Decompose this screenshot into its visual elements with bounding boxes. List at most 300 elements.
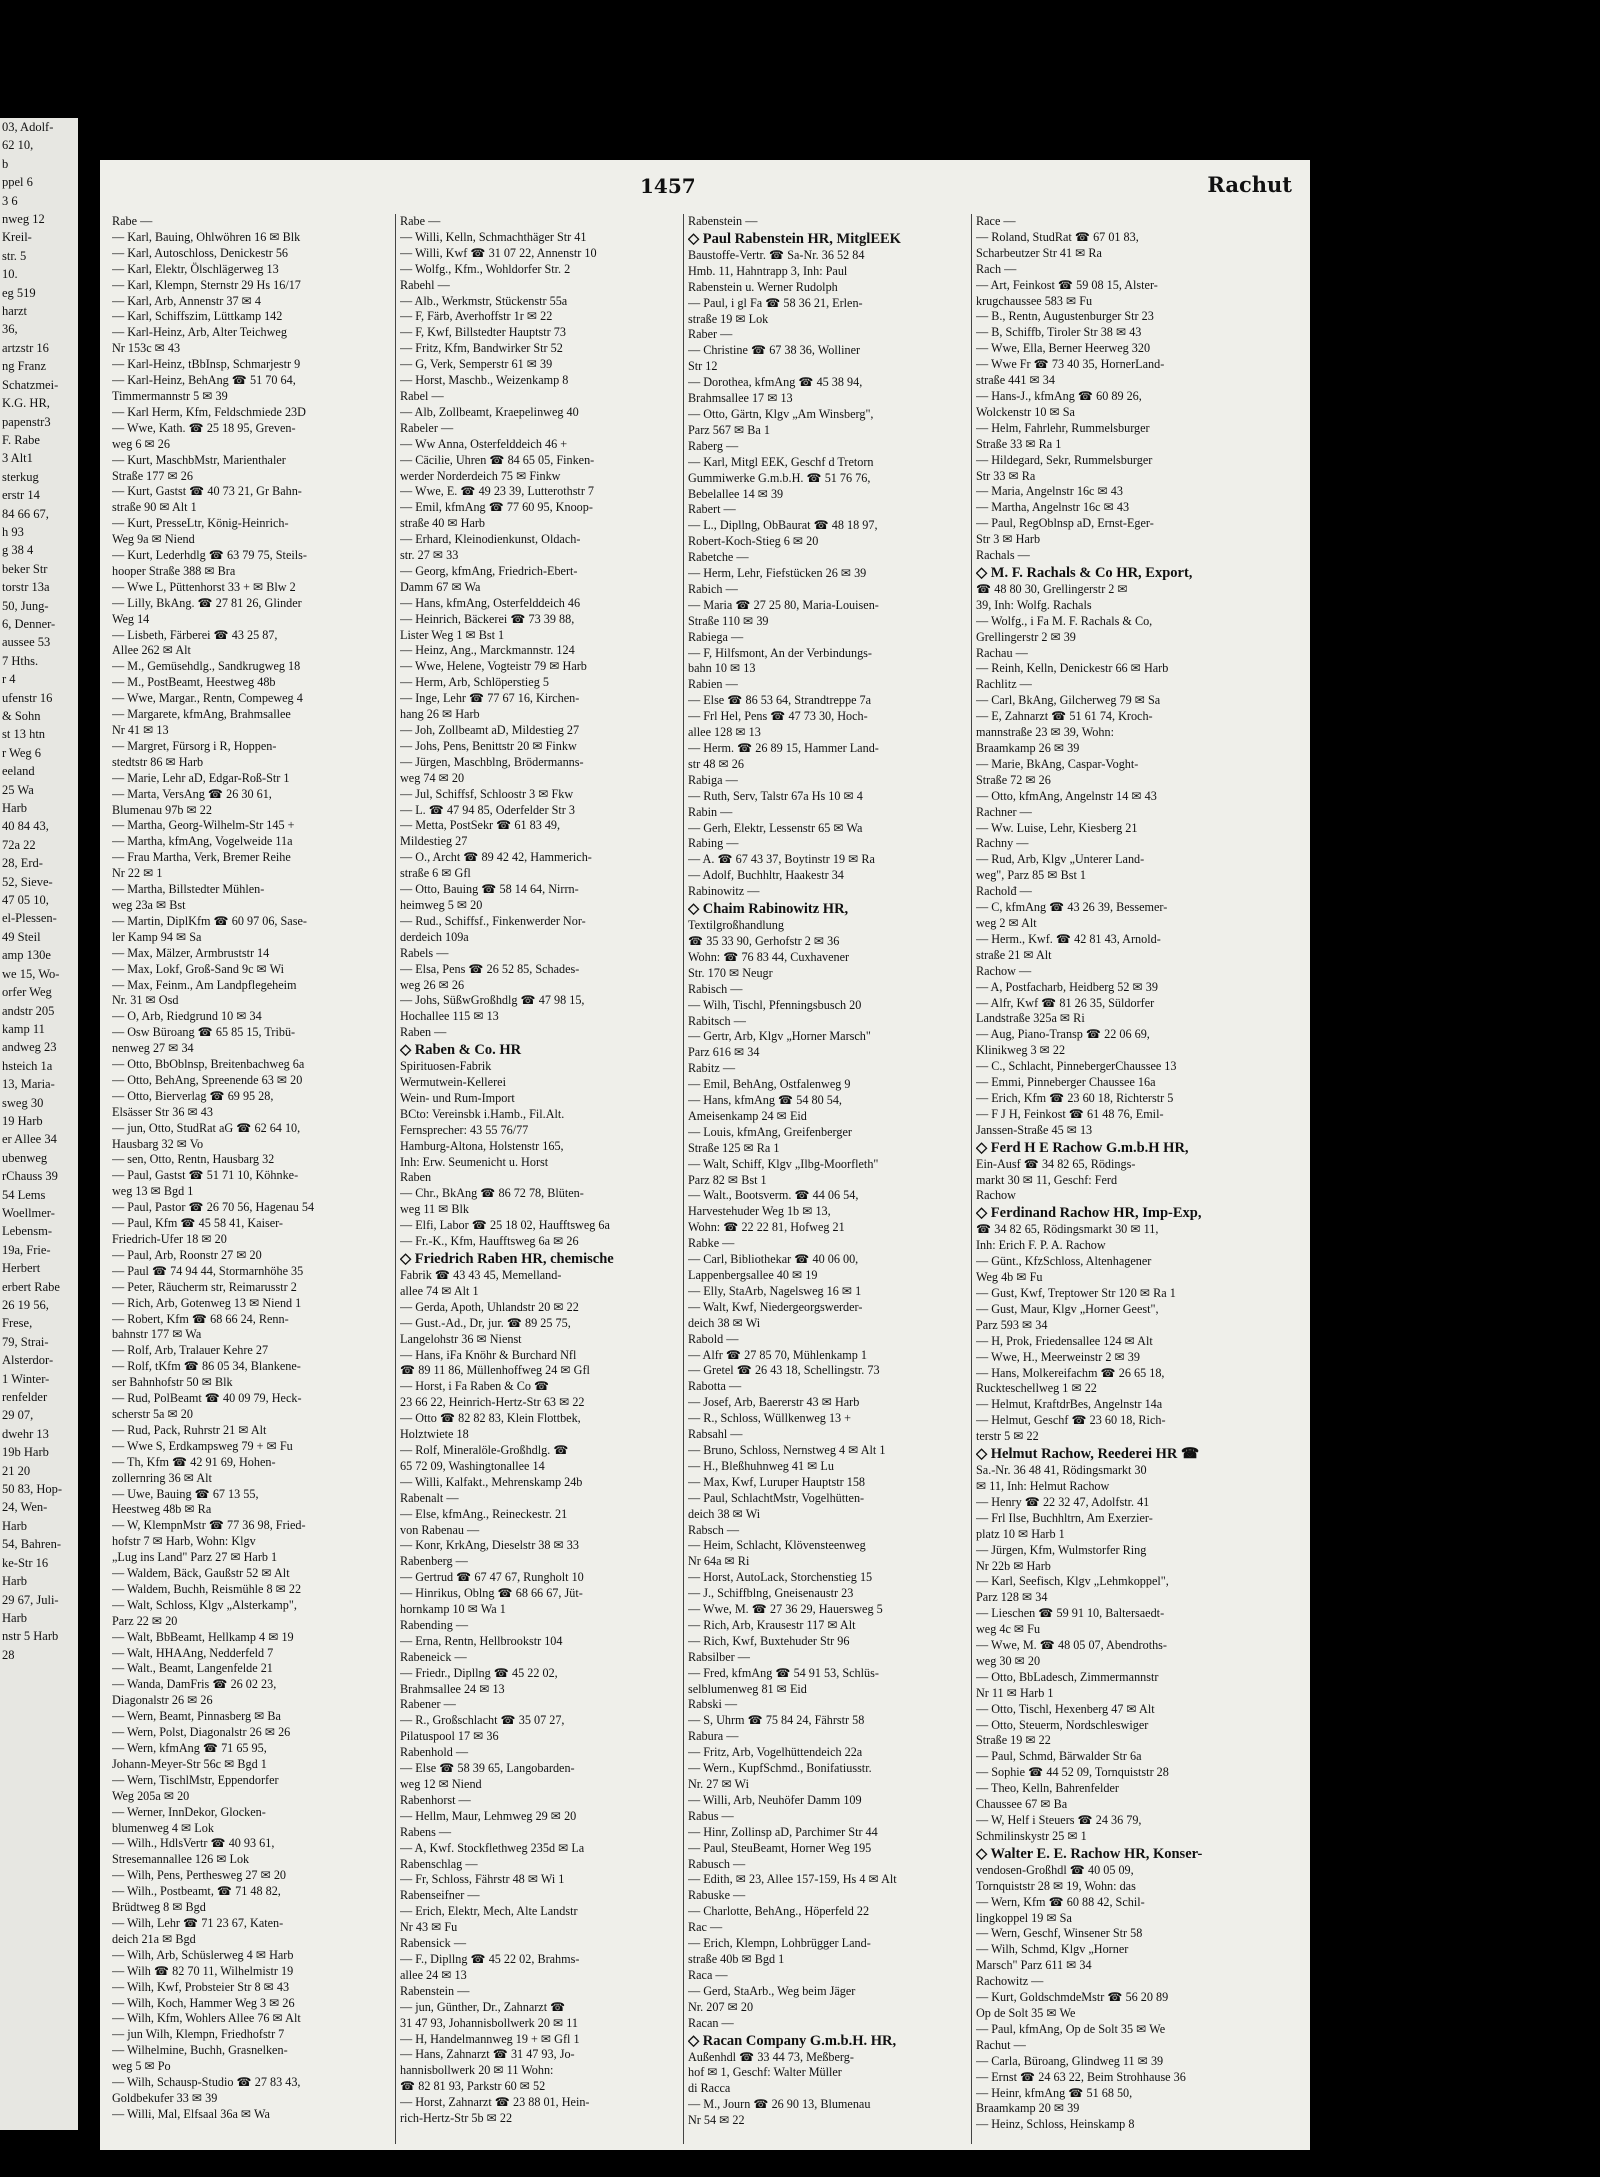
directory-entry: — Elfi, Labor ☎ 25 18 02, Haufftsweg 6a — [400, 1218, 610, 1233]
directory-entry: weg 12 ✉ Niend — [400, 1777, 482, 1791]
directory-entry: — Wern, Kfm ☎ 60 88 42, Schil- — [976, 1894, 1145, 1909]
directory-entry: — Lisbeth, Färberei ☎ 43 25 87, — [112, 627, 278, 642]
facing-page-text: erstr 14 — [2, 488, 40, 503]
surname-heading: Rabe — — [400, 214, 441, 228]
directory-entry: Grellingerstr 2 ✉ 39 — [976, 629, 1076, 644]
directory-entry: — Paul, Kfm ☎ 45 58 41, Kaiser- — [112, 1216, 283, 1231]
directory-entry: Weg 14 — [112, 611, 150, 626]
directory-entry: selblumenweg 81 ✉ Eid — [688, 1681, 807, 1696]
directory-entry: — Max, Mälzer, Armbruststr 14 — [112, 945, 270, 960]
surname-heading: Rabski — — [688, 1697, 738, 1712]
directory-entry: — Carl, Bibliothekar ☎ 40 06 00, — [688, 1252, 859, 1267]
directory-entry: Schmilinskystr 25 ✉ 1 — [976, 1828, 1087, 1843]
surname-heading: Rachals — — [976, 548, 1030, 563]
directory-entry: — Robert, Kfm ☎ 68 66 24, Renn- — [112, 1311, 289, 1326]
directory-entry: — Martha, Georg-Wilhelm-Str 145 + — [112, 818, 295, 833]
directory-entry: — Heinr, kfmAng ☎ 51 68 50, — [976, 2085, 1133, 2100]
directory-entry: Allee 262 ✉ Alt — [112, 643, 191, 658]
directory-entry: bahn 10 ✉ 13 — [688, 661, 756, 676]
directory-entry: Harvestehuder Weg 1b ✉ 13, — [688, 1204, 831, 1219]
directory-entry: — Otto, Tischl, Hexenberg 47 ✉ Alt — [976, 1701, 1155, 1716]
directory-entry: ◇ Chaim Rabinowitz HR, — [688, 901, 849, 918]
directory-entry: — Else ☎ 58 39 65, Langobarden- — [400, 1761, 575, 1776]
directory-entry: markt 30 ✉ 11, Geschf: Ferd — [976, 1172, 1118, 1187]
directory-entry: — Walt, Kwf, Niedergeorgswerder- — [688, 1299, 863, 1314]
facing-page-text: 50 83, Hop- — [2, 1482, 63, 1497]
directory-entry: — Marta, VersAng ☎ 26 30 61, — [112, 786, 272, 801]
directory-entry: Inh: Erw. Seumenicht u. Horst — [400, 1154, 549, 1169]
directory-entry: allee 128 ✉ 13 — [688, 725, 761, 740]
directory-entry: Timmermannstr 5 ✉ 39 — [112, 388, 228, 403]
facing-page-text: we 15, Wo- — [2, 966, 60, 981]
surname-heading: Rabotta — — [688, 1379, 742, 1394]
facing-page-text: 36, — [2, 322, 18, 337]
directory-entry: — M., PostBeamt, Heestweg 48b — [112, 675, 276, 690]
directory-entry: — Wern., KupfSchmd., Bonifatiusstr. — [688, 1761, 872, 1776]
directory-entry: — Wilh ☎ 82 70 11, Wilhelmistr 19 — [112, 1963, 294, 1978]
directory-entry: — F., Dipllng ☎ 45 22 02, Brahms- — [400, 1951, 580, 1966]
facing-page-text: Lebensm- — [2, 1224, 52, 1239]
directory-entry: — Paul, kfmAng, Op de Solt 35 ✉ We — [976, 2021, 1166, 2036]
directory-entry: weg 11 ✉ Blk — [400, 1202, 470, 1217]
directory-entry: Str. 170 ✉ Neugr — [688, 965, 773, 980]
directory-entry: — Wern, TischlMstr, Eppendorfer — [112, 1772, 279, 1787]
facing-page-text: kamp 11 — [2, 1021, 45, 1036]
facing-page-text: dwehr 13 — [2, 1426, 49, 1441]
directory-entry: ler Kamp 94 ✉ Sa — [112, 929, 202, 944]
facing-page-text: er Allee 34 — [2, 1132, 57, 1147]
directory-entry: ☎ 82 81 93, Parkstr 60 ✉ 52 — [400, 2079, 546, 2094]
directory-entry: vendosen-Großhdl ☎ 40 05 09, — [976, 1862, 1134, 1877]
surname-heading: Rabeler — — [400, 420, 454, 435]
directory-entry: — M., Journ ☎ 26 90 13, Blumenau — [688, 2097, 871, 2112]
directory-entry: — C, kfmAng ☎ 43 26 39, Bessemer- — [976, 900, 1168, 915]
facing-page-text: & Sohn — [2, 709, 41, 723]
surname-heading: Rabensick — — [400, 1936, 467, 1951]
directory-entry: Weg 4b ✉ Fu — [976, 1270, 1043, 1285]
directory-entry: — Walt, HHAAng, Nedderfeld 7 — [112, 1645, 274, 1660]
directory-entry: — Wwe, E. ☎ 49 23 39, Lutterothstr 7 — [400, 484, 595, 499]
directory-entry: weg 30 ✉ 20 — [976, 1653, 1041, 1668]
facing-page-text: artzstr 16 — [2, 340, 49, 355]
directory-entry: Goldbekufer 33 ✉ 39 — [112, 2090, 218, 2105]
directory-entry: ◇ Raben & Co. HR — [400, 1042, 522, 1059]
directory-entry: — Alb, Zollbeamt, Kraepelinweg 40 — [400, 404, 579, 419]
directory-entry: Brahmsallee 24 ✉ 13 — [400, 1681, 505, 1696]
directory-entry: — Alfr, Kwf ☎ 81 26 35, Süldorfer — [976, 995, 1155, 1010]
directory-entry: lingkoppel 19 ✉ Sa — [976, 1910, 1072, 1925]
directory-entry: — H, Prok, Friedensallee 124 ✉ Alt — [976, 1333, 1153, 1348]
directory-entry: Weg 9a ✉ Niend — [112, 532, 195, 547]
directory-entry: — H, Handelmannweg 19 + ✉ Gfl 1 — [400, 2031, 580, 2046]
directory-entry: — Paul, Pastor ☎ 26 70 56, Hagenau 54 — [112, 1200, 315, 1215]
directory-entry: — Karl Herm, Kfm, Feldschmiede 23D — [112, 404, 306, 419]
directory-entry: stedtstr 86 ✉ Harb — [112, 754, 204, 769]
facing-page-text: 52, Sieve- — [2, 874, 53, 889]
directory-entry: — Edith, ✉ 23, Allee 157-159, Hs 4 ✉ Alt — [688, 1872, 897, 1887]
directory-entry: — Willi, Kelln, Schmachthäger Str 41 — [400, 229, 587, 244]
column-2 — [400, 214, 676, 2144]
facing-page-text: r Weg 6 — [2, 745, 42, 760]
directory-entry: ◇ Racan Company G.m.b.H. HR, — [688, 2032, 897, 2049]
directory-entry: — Fritz, Arb, Vogelhüttendeich 22a — [688, 1745, 863, 1760]
facing-page-text: h 93 — [2, 524, 24, 539]
surname-heading: Rabitz — — [688, 1061, 736, 1076]
directory-entry: — Alfr ☎ 27 85 70, Mühlenkamp 1 — [688, 1347, 868, 1362]
directory-entry: ✉ 11, Inh: Helmut Rachow — [976, 1478, 1110, 1493]
directory-entry: deich 38 ✉ Wi — [688, 1315, 761, 1330]
facing-page-text: 26 19 56, — [2, 1298, 49, 1312]
surname-heading: Rabenstein — — [688, 214, 758, 228]
page-number: 1457 — [640, 174, 696, 198]
directory-entry: Scharbeutzer Str 41 ✉ Ra — [976, 245, 1102, 260]
surname-heading: Rabiga — — [688, 772, 738, 787]
directory-entry: — Otto, Steuerm, Nordschleswiger — [976, 1717, 1149, 1732]
directory-entry: — Sophie ☎ 44 52 09, Tornquiststr 28 — [976, 1765, 1169, 1780]
directory-entry: hooper Straße 388 ✉ Bra — [112, 563, 236, 578]
directory-entry: — Hildegard, Sekr, Rummelsburger — [976, 452, 1153, 467]
facing-page-text: ufenstr 16 — [2, 690, 53, 705]
directory-entry: — A, Kwf. Stockflethweg 235d ✉ La — [400, 1840, 585, 1855]
directory-entry: — W, Helf i Steuers ☎ 24 36 79, — [976, 1813, 1142, 1827]
directory-entry: Str 3 ✉ Harb — [976, 532, 1041, 547]
facing-page-text: F. Rabe — [2, 432, 40, 447]
directory-entry: weg", Parz 85 ✉ Bst 1 — [976, 868, 1086, 883]
directory-entry: straße 21 ✉ Alt — [976, 947, 1052, 962]
directory-entry: weg 74 ✉ 20 — [400, 770, 465, 785]
directory-entry: — Karl, Klempn, Sternstr 29 Hs 16/17 — [112, 277, 301, 292]
surname-heading: Rachny — — [976, 836, 1029, 851]
directory-entry: straße 6 ✉ Gfl — [400, 866, 471, 881]
directory-entry: — Willi, Kalfakt., Mehrenskamp 24b — [400, 1474, 583, 1489]
directory-entry: — Carl, BkAng, Gilcherweg 79 ✉ Sa — [976, 693, 1161, 708]
facing-page-text: ke-Str 16 — [2, 1555, 49, 1570]
directory-entry: Rabenstein u. Werner Rudolph — [688, 279, 838, 294]
facing-page-text: 7 Hths. — [2, 653, 39, 668]
directory-entry: — Gerh, Elektr, Lessenstr 65 ✉ Wa — [688, 820, 863, 835]
directory-entry: Hmb. 11, Hahntrapp 3, Inh: Paul — [688, 263, 848, 278]
directory-entry: — Elly, StaArb, Nagelsweg 16 ✉ 1 — [688, 1283, 862, 1298]
directory-entry: — Frl Ilse, Buchhltrn, Am Exerzier- — [976, 1510, 1153, 1525]
directory-entry: Nr 64a ✉ Ri — [688, 1554, 750, 1569]
directory-entry: Straße 19 ✉ 22 — [976, 1733, 1051, 1748]
surname-heading: Rabsilber — — [688, 1649, 750, 1664]
directory-entry: platz 10 ✉ Harb 1 — [976, 1526, 1065, 1541]
directory-entry: — Hinrikus, Oblng ☎ 68 66 67, Jüt- — [400, 1586, 583, 1601]
directory-entry: — Gerd, StaArb., Weg beim Jäger — [688, 1983, 856, 1998]
facing-page-text: 28, Erd- — [2, 856, 43, 871]
directory-entry: — Wilhelmine, Buchh, Grasnelken- — [112, 2043, 288, 2058]
surname-heading: Raberg — — [688, 438, 739, 453]
directory-entry: ☎ 48 80 30, Grellingerstr 2 ✉ — [976, 581, 1128, 596]
directory-entry: Pilatuspool 17 ✉ 36 — [400, 1729, 499, 1744]
surname-heading: Rabenhorst — — [400, 1792, 471, 1807]
facing-page-text: Harb — [2, 801, 27, 816]
facing-page-text: aussee 53 — [2, 635, 51, 650]
directory-entry: Elsässer Str 36 ✉ 43 — [112, 1104, 213, 1119]
surname-heading: Rabke — — [688, 1236, 735, 1251]
directory-entry: — Wwe, H., Meerweinstr 2 ✉ 39 — [976, 1349, 1140, 1364]
directory-entry: — Walt, BbBeamt, Hellkamp 4 ✉ 19 — [112, 1629, 294, 1644]
directory-entry: ser Bahnhofstr 50 ✉ Blk — [112, 1375, 233, 1390]
directory-entry: Mildestieg 27 — [400, 834, 468, 849]
directory-entry: „Lug ins Land" Parz 27 ✉ Harb 1 — [112, 1550, 278, 1565]
directory-entry: — Hans, kfmAng, Osterfelddeich 46 — [400, 595, 581, 610]
surname-heading: Rabisch — — [688, 981, 743, 996]
directory-entry: — Th, Kfm ☎ 42 91 69, Hohen- — [112, 1454, 276, 1469]
directory-entry: Nr. 27 ✉ Wi — [688, 1777, 749, 1791]
directory-entry: — Konr, KrkAng, Dieselstr 38 ✉ 33 — [400, 1538, 579, 1553]
facing-page-text: el-Plessen- — [2, 911, 57, 926]
surname-heading: Rachowitz — — [976, 1974, 1044, 1989]
directory-entry: Friedrich-Ufer 18 ✉ 20 — [112, 1232, 227, 1246]
directory-entry: — Frau Martha, Verk, Bremer Reihe — [112, 850, 291, 865]
facing-page-text: Kreil- — [2, 230, 32, 245]
facing-page-text: 03, Adolf- — [2, 120, 54, 134]
directory-entry: Damm 67 ✉ Wa — [400, 579, 481, 594]
directory-entry: — Wilh, Tischl, Pfenningsbusch 20 — [688, 997, 862, 1012]
column-1 — [112, 214, 388, 2144]
surname-heading: Rabe — — [112, 214, 153, 228]
directory-entry: — L., Dipllng, ObBaurat ☎ 48 18 97, — [688, 518, 878, 533]
directory-entry: — A. ☎ 67 43 37, Boytinstr 19 ✉ Ra — [688, 852, 875, 867]
facing-page-text: erbert Rabe — [2, 1279, 60, 1294]
directory-entry: terstr 5 ✉ 22 — [976, 1429, 1039, 1444]
surname-heading: Rabiega — — [688, 629, 744, 644]
directory-entry: Hochallee 115 ✉ 13 — [400, 1009, 499, 1024]
facing-page-text: 49 Steil — [2, 929, 41, 944]
directory-entry: — Gretel ☎ 26 43 18, Schellingstr. 73 — [688, 1363, 880, 1378]
surname-heading: Rabold — — [688, 1331, 739, 1346]
directory-entry: rich-Hertz-Str 5b ✉ 22 — [400, 2111, 513, 2126]
directory-entry: — Kurt, MaschbMstr, Marienthaler — [112, 452, 286, 467]
directory-entry: Inh: Erich F. P. A. Rachow — [976, 1238, 1106, 1253]
directory-entry: 39, Inh: Wolfg. Rachals — [976, 597, 1092, 612]
directory-entry: — Kurt, PresseLtr, König-Heinrich- — [112, 516, 289, 531]
directory-entry: ◇ Paul Rabenstein HR, MitglEEK — [688, 230, 901, 247]
facing-page-text: Alsterdor- — [2, 1353, 54, 1368]
surname-heading: Rabenberg — — [400, 1554, 468, 1569]
directory-entry: — Wwe, Margar., Rentn, Compeweg 4 — [112, 691, 303, 706]
directory-entry: — Joh, Zollbeamt aD, Mildestieg 27 — [400, 723, 580, 737]
directory-entry: — Helmut, Geschf ☎ 23 60 18, Rich- — [976, 1413, 1166, 1428]
directory-entry: — Hellm, Maur, Lehmweg 29 ✉ 20 — [400, 1808, 577, 1823]
facing-page-text: beker Str — [2, 561, 48, 576]
directory-entry: weg 4c ✉ Fu — [976, 1622, 1041, 1637]
facing-page-text: renfelder — [2, 1390, 48, 1405]
directory-entry: Bebelallee 14 ✉ 39 — [688, 486, 784, 501]
directory-entry: Außenhdl ☎ 33 44 73, Meßberg- — [688, 2049, 854, 2064]
directory-entry: — Walt, Schiff, Klgv „Ilbg-Moorfleth" — [688, 1156, 879, 1171]
directory-entry: — Erich, Klempn, Lohbrügger Land- — [688, 1936, 871, 1951]
surname-heading: Raben — — [400, 1025, 447, 1040]
directory-entry: — Margarete, kfmAng, Brahmsallee — [112, 707, 291, 722]
directory-entry: Holztwiete 18 — [400, 1427, 469, 1442]
directory-entry: — Wern, Geschf, Winsener Str 58 — [976, 1926, 1143, 1941]
directory-entry: — Marie, BkAng, Caspar-Voght- — [976, 756, 1139, 771]
directory-entry: Weg 205a ✉ 20 — [112, 1788, 190, 1803]
directory-entry: — Willi, Mal, Elfsaal 36a ✉ Wa — [112, 2106, 270, 2121]
directory-entry: — Maria ☎ 27 25 80, Maria-Louisen- — [688, 597, 879, 612]
directory-entry: hannisbollwerk 20 ✉ 11 Wohn: — [400, 2063, 554, 2078]
directory-entry: — Christine ☎ 67 38 36, Wolliner — [688, 343, 861, 358]
directory-entry: Ruckteschellweg 1 ✉ 22 — [976, 1381, 1097, 1396]
directory-entry: — Günt., KfzSchloss, Altenhagener — [976, 1254, 1152, 1269]
directory-entry: Str 33 ✉ Ra — [976, 468, 1036, 483]
directory-entry: Wohn: ☎ 22 22 81, Hofweg 21 — [688, 1220, 845, 1235]
directory-entry: allee 74 ✉ Alt 1 — [400, 1283, 479, 1298]
facing-page-text: g 38 4 — [2, 543, 34, 558]
directory-entry: — Max, Kwf, Luruper Hauptstr 158 — [688, 1474, 866, 1489]
directory-entry: Tornquiststr 28 ✉ 19, Wohn: das — [976, 1878, 1136, 1893]
directory-entry: — Martha, Billstedter Mühlen- — [112, 882, 265, 897]
facing-page-text: 29 67, Juli- — [2, 1592, 59, 1607]
directory-entry: — F, Hilfsmont, An der Verbindungs- — [688, 645, 872, 660]
facing-page-text: 6, Denner- — [2, 616, 56, 631]
directory-entry: — Wilh, Schausp-Studio ☎ 27 83 43, — [112, 2075, 301, 2090]
directory-entry: — Louis, kfmAng, Greifenberger — [688, 1124, 852, 1139]
directory-entry: — Hans, kfmAng ☎ 54 80 54, — [688, 1093, 842, 1108]
directory-entry: — Heinz, Ang., Marckmannstr. 124 — [400, 643, 575, 658]
directory-entry: — Johs, SüßwGroßhdlg ☎ 47 98 15, — [400, 993, 585, 1008]
directory-entry: — Herm., Kwf. ☎ 42 81 43, Arnold- — [976, 931, 1161, 946]
directory-entry: — Karl, Arb, Annenstr 37 ✉ 4 — [112, 293, 261, 308]
directory-entry: — Otto, kfmAng, Angelnstr 14 ✉ 43 — [976, 788, 1157, 803]
directory-entry: — Gerda, Apoth, Uhlandstr 20 ✉ 22 — [400, 1299, 579, 1314]
directory-entry: — Rud, Arb, Klgv „Unterer Land- — [976, 852, 1145, 867]
directory-entry: ◇ Helmut Rachow, Reederei HR ☎ — [976, 1446, 1200, 1463]
column-3 — [688, 214, 964, 2144]
facing-page-text: orfer Weg — [2, 985, 52, 1000]
directory-entry: Wermutwein-Kellerei — [400, 1075, 506, 1090]
directory-entry: — Martha, kfmAng, Vogelweide 11a — [112, 834, 293, 849]
directory-entry: 31 47 93, Johannisbollwerk 20 ✉ 11 — [400, 2015, 579, 2030]
directory-entry: bahnstr 177 ✉ Wa — [112, 1327, 202, 1342]
directory-entry: nenweg 27 ✉ 34 — [112, 1041, 194, 1056]
directory-entry: — Hans, Zahnarzt ☎ 31 47 93, Jo- — [400, 2047, 575, 2062]
directory-entry: — Otto, Gärtn, Klgv „Am Winsberg", — [688, 406, 874, 421]
directory-entry: Robert-Koch-Stieg 6 ✉ 20 — [688, 534, 819, 549]
directory-entry: Rachow — [976, 1188, 1016, 1203]
facing-page-text: 3 6 — [2, 193, 18, 208]
directory-entry: — Rolf, Mineralöle-Großhdlg. ☎ — [400, 1442, 569, 1457]
directory-entry: weg 5 ✉ Po — [112, 2059, 171, 2074]
surname-heading: Rachlitz — — [976, 677, 1032, 692]
facing-page-text: Woellmer- — [2, 1205, 55, 1220]
directory-entry: — Lilly, BkAng. ☎ 27 81 26, Glinder — [112, 595, 302, 610]
directory-entry: Lappenbergsallee 40 ✉ 19 — [688, 1268, 818, 1282]
directory-entry: blumenweg 4 ✉ Lok — [112, 1820, 214, 1835]
column-divider — [971, 214, 972, 2144]
directory-entry: ◇ Ferd H E Rachow G.m.b.H HR, — [976, 1139, 1189, 1156]
directory-entry: Brüdtweg 8 ✉ Bgd — [112, 1900, 206, 1915]
facing-page-text: Harb — [2, 1574, 27, 1589]
directory-entry: — Rud, PolBeamt ☎ 40 09 79, Heck- — [112, 1391, 302, 1406]
directory-entry: — Paul, Gastst ☎ 51 71 10, Köhnke- — [112, 1168, 299, 1183]
directory-entry: — Wilh., HdlsVertr ☎ 40 93 61, — [112, 1836, 275, 1851]
directory-entry: str 48 ✉ 26 — [688, 756, 744, 771]
surname-heading: Rabin — — [688, 804, 733, 819]
facing-page-text: papenstr3 — [2, 414, 51, 429]
directory-entry: — Walt, Schloss, Klgv „Alsterkamp", — [112, 1597, 297, 1612]
directory-entry: Johann-Meyer-Str 56c ✉ Bgd 1 — [112, 1756, 267, 1771]
directory-entry: — Wilh, Koch, Hammer Weg 3 ✉ 26 — [112, 1995, 295, 2010]
directory-entry: — Else ☎ 86 53 64, Strandtreppe 7a — [688, 693, 872, 708]
facing-page-text: 19b Harb — [2, 1445, 49, 1460]
directory-entry: — Heinz, Schloss, Heinskamp 8 — [976, 2117, 1135, 2132]
directory-entry: — Rolf, Arb, Tralauer Kehre 27 — [112, 1343, 269, 1358]
column-4 — [976, 214, 1252, 2144]
directory-entry: Nr 153c ✉ 43 — [112, 341, 181, 356]
facing-page-text: sterkug — [2, 469, 39, 484]
directory-entry: — Rud., Schiffsf., Finkenwerder Nor- — [400, 913, 586, 928]
directory-entry: 65 72 09, Washingtonallee 14 — [400, 1458, 545, 1473]
directory-entry: — Wilh, Kwf, Probsteier Str 8 ✉ 43 — [112, 1979, 290, 1994]
directory-entry: — Herm, Arb, Schlöperstieg 5 — [400, 675, 549, 690]
directory-entry: — Karl, Mitgl EEK, Geschf d Tretorn — [688, 454, 874, 469]
directory-entry: — Else, kfmAng., Reineckestr. 21 — [400, 1506, 568, 1521]
directory-entry: — Emmi, Pinneberger Chaussee 16a — [976, 1075, 1156, 1090]
directory-entry: — Wilh, Kfm, Wohlers Allee 76 ✉ Alt — [112, 2011, 301, 2026]
facing-page-text: nweg 12 — [2, 212, 45, 227]
facing-page-text: 54, Bahren- — [2, 1537, 62, 1552]
directory-entry: — S, Uhrm ☎ 75 84 24, Fährstr 58 — [688, 1713, 865, 1728]
directory-entry: Braamkamp 26 ✉ 39 — [976, 741, 1080, 755]
directory-entry: — Waldem, Bäck, Gaußstr 52 ✉ Alt — [112, 1566, 290, 1581]
directory-entry: — Aug, Piano-Transp ☎ 22 06 69, — [976, 1027, 1150, 1042]
directory-entry: — Otto, BbLadesch, Zimmermannstr — [976, 1669, 1159, 1684]
directory-entry: weg 13 ✉ Bgd 1 — [112, 1184, 194, 1199]
directory-entry: Lister Weg 1 ✉ Bst 1 — [400, 627, 505, 642]
directory-entry: — Max, Feinm., Am Landpflegeheim — [112, 977, 297, 992]
directory-entry: ☎ 89 11 86, Müllenhoffweg 24 ✉ Gfl — [400, 1363, 590, 1378]
directory-entry: — Paul, Arb, Roonstr 27 ✉ 20 — [112, 1247, 262, 1262]
directory-entry: ◇ Walter E. E. Rachow HR, Konser- — [976, 1845, 1203, 1862]
directory-entry: — Maria, Angelnstr 16c ✉ 43 — [976, 484, 1123, 499]
directory-entry: — Martha, Angelnstr 16c ✉ 43 — [976, 500, 1130, 515]
directory-entry: Fernsprecher: 43 55 76/77 — [400, 1122, 529, 1137]
facing-page-text: 19a, Frie- — [2, 1242, 51, 1257]
directory-entry: ◇ Friedrich Raben HR, chemische — [400, 1251, 614, 1267]
directory-entry: — jun, Günther, Dr., Zahnarzt ☎ — [400, 1999, 566, 2014]
directory-entry: — Elsa, Pens ☎ 26 52 85, Schades- — [400, 961, 580, 976]
directory-entry: — Emil, kfmAng ☎ 77 60 95, Knoop- — [400, 500, 593, 515]
directory-entry: — Werner, InnDekor, Glocken- — [112, 1804, 266, 1819]
directory-entry: — Kurt, GoldschmdeMstr ☎ 56 20 89 — [976, 1990, 1169, 2005]
directory-entry: — Gust.-Ad., Dr, jur. ☎ 89 25 75, — [400, 1315, 571, 1330]
surname-heading: Raber — — [688, 327, 733, 342]
directory-entry: Straße 33 ✉ Ra 1 — [976, 436, 1062, 451]
directory-entry: — Kurt, Lederhdlg ☎ 63 79 75, Steils- — [112, 548, 307, 563]
directory-entry: Str 12 — [688, 359, 718, 374]
directory-entry: ◇ M. F. Rachals & Co HR, Export, — [976, 564, 1193, 581]
directory-entry: — Horst, AutoLack, Storchenstieg 15 — [688, 1570, 873, 1585]
directory-entry: — B., Rentn, Augustenburger Str 23 — [976, 309, 1154, 324]
directory-entry: — Ww Anna, Osterfelddeich 46 + — [400, 436, 568, 451]
directory-entry: — Karl, Bauing, Ohlwöhren 16 ✉ Blk — [112, 229, 301, 244]
facing-page-text: ng Franz — [2, 359, 47, 374]
directory-page — [100, 160, 1310, 2150]
directory-entry: — Rich, Arb, Gotenweg 13 ✉ Niend 1 — [112, 1295, 302, 1310]
directory-entry: — F, Färb, Averhoffstr 1r ✉ 22 — [400, 309, 553, 324]
facing-page-text: rChauss 39 — [2, 1169, 58, 1184]
directory-entry: — jun Wilh, Klempn, Friedhofstr 7 — [112, 2027, 285, 2042]
directory-entry: ◇ Ferdinand Rachow HR, Imp-Exp, — [976, 1205, 1202, 1222]
directory-entry: — Wanda, DamFris ☎ 26 02 23, — [112, 1677, 277, 1692]
directory-entry: — Wwe, M. ☎ 48 05 07, Abendroths- — [976, 1638, 1167, 1653]
facing-page-text: nstr 5 Harb — [2, 1629, 59, 1644]
facing-page-text: str. 5 — [2, 248, 27, 263]
